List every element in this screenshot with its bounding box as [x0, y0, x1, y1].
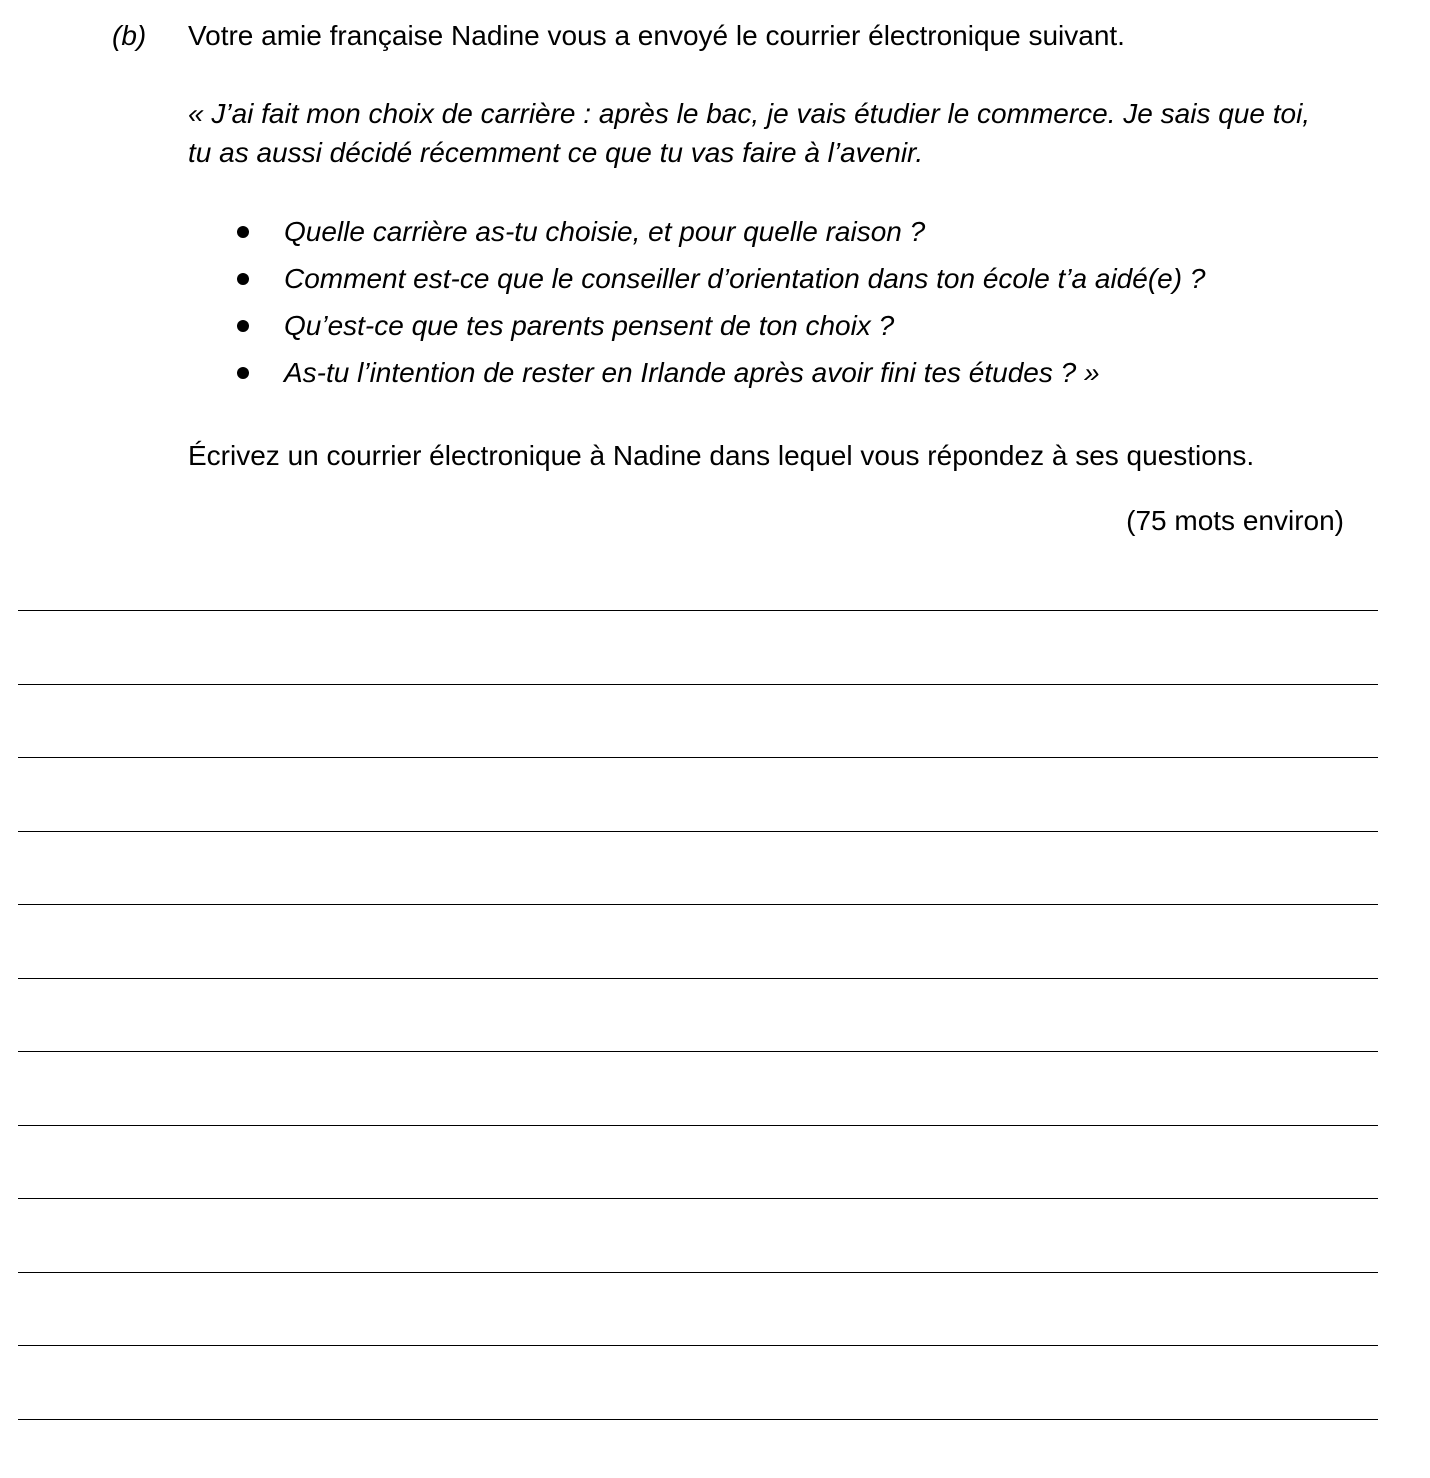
bullet-text: Quelle carrière as-tu choisie, et pour quelle raison ?	[284, 216, 926, 247]
bullet-text: Qu’est-ce que tes parents pensent de ton choix ?	[284, 310, 895, 341]
bullet-dot-icon	[237, 367, 249, 379]
bullet-text: Comment est-ce que le conseiller d’orientation dans ton école t’a aidé(e) ?	[284, 263, 1206, 294]
question-label: (b)	[112, 20, 147, 51]
email-quote-line-1: « J’ai fait mon choix de carrière : après le bac, je vais étudier le commerce. Je sais que toi,	[188, 98, 1311, 129]
answer-line[interactable]	[18, 1051, 1378, 1052]
word-count-note: (75 mots environ)	[1126, 505, 1344, 536]
answer-line[interactable]	[18, 610, 1378, 611]
email-quote-line-2: tu as aussi décidé récemment ce que tu vas faire à l’avenir.	[188, 137, 924, 168]
answer-line[interactable]	[18, 1125, 1378, 1126]
answer-line[interactable]	[18, 831, 1378, 832]
answer-line[interactable]	[18, 684, 1378, 685]
email-quote	[188, 94, 1353, 172]
question-intro: Votre amie française Nadine vous a envoyé le courrier électronique suivant.	[188, 20, 1125, 51]
task-instruction: Écrivez un courrier électronique à Nadine dans lequel vous répondez à ses questions.	[188, 440, 1255, 471]
bullet-dot-icon	[237, 320, 249, 332]
answer-line[interactable]	[18, 1198, 1378, 1199]
bullet-text: As-tu l’intention de rester en Irlande après avoir fini tes études ? »	[284, 357, 1100, 388]
answer-line[interactable]	[18, 1272, 1378, 1273]
answer-line[interactable]	[18, 1345, 1378, 1346]
bullet-dot-icon	[237, 273, 249, 285]
bullet-item	[232, 212, 1205, 259]
answer-line[interactable]	[18, 757, 1378, 758]
question-bullet-list	[232, 212, 1205, 400]
answer-line[interactable]	[18, 978, 1378, 979]
answer-line[interactable]	[18, 1419, 1378, 1420]
bullet-dot-icon	[237, 226, 249, 238]
bullet-item	[232, 259, 1205, 306]
answer-line[interactable]	[18, 904, 1378, 905]
bullet-item	[232, 306, 1205, 353]
bullet-item	[232, 353, 1205, 400]
